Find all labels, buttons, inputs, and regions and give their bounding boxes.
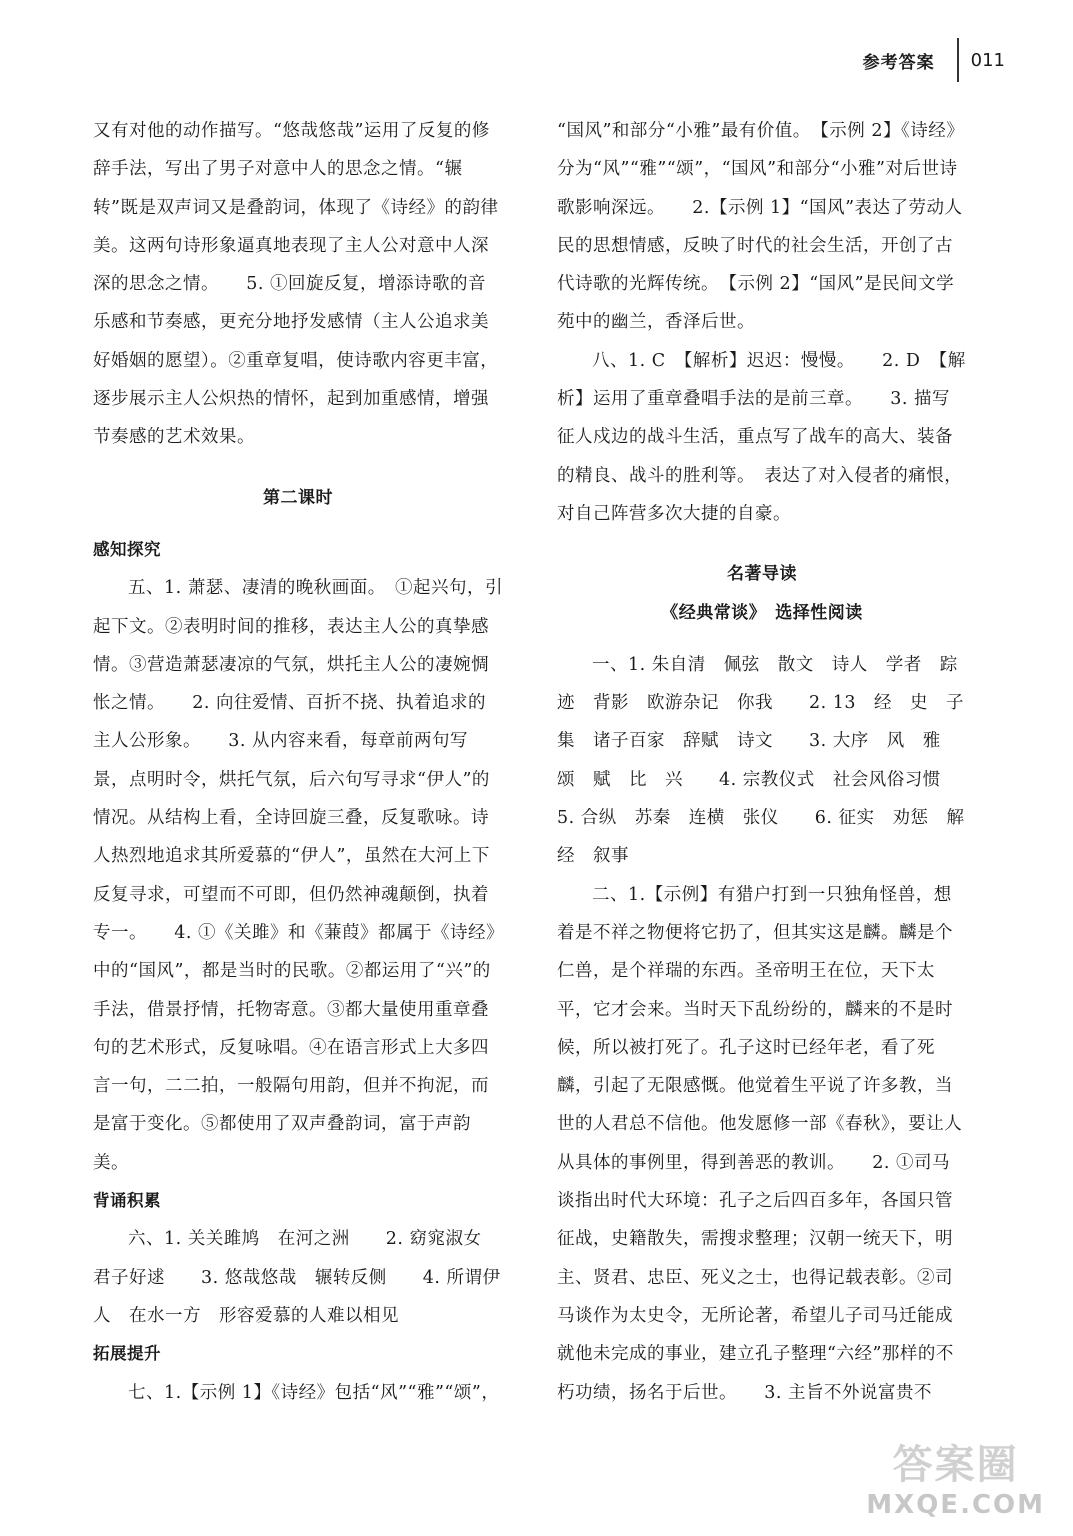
page-number: 011 bbox=[970, 49, 1005, 71]
left-column bbox=[93, 112, 503, 1412]
right-column bbox=[557, 112, 983, 1412]
lesson-heading: 第二课时 bbox=[263, 487, 333, 508]
paragraph: 又有对他的动作描写。“悠哉悠哉”运用了反复的修辞手法，写出了男子对意中人的思念之情。“辗转”既是双声词又是叠韵词，体现了《诗经》的韵律美。这两句诗形象逼真地表现了主人公对意中人深深的思念之情。 5. ①回旋反复，增添诗歌的音乐感和节奏感，更充分地抒发感情（主人公追求美好婚姻的愿望）。②重章复唱，使诗歌内容更丰富，逐步展示主人公炽热的情怀，起到加重感情，增强节奏感的艺术效果。 bbox=[93, 121, 499, 448]
subheading-perceive: 感知探究 bbox=[93, 539, 161, 559]
paragraph: 二、1.【示例】有猎户打到一只独角怪兽，想着是不祥之物便将它扔了，但其实这是麟。麟是个仁兽，是个祥瑞的东西。圣帝明王在位，天下太平，它才会来。当时天下乱纷纷的，麟来的不是时候，所以被打死了。孔子这时已经年老，看了死麟，引起了无限感慨。他觉着生平说了许多教，当世的人君总不信他。他发愿修一部《春秋》，要让人从具体的事例里，得到善恶的教训。 2. ①司马谈指出时代大环境：孔子之后四百多年，各国只管征战，史籍散失，需搜求整理；汉朝一统天下，明主、贤君、忠臣、死义之士，也得记载表彰。②司马谈作为太史令，无所论著，希望儿子司马迁能成就他未完成的事业，建立孔子整理“六经”那样的不朽功绩，扬名于后世。 3. 主旨不外说富贵不 bbox=[557, 884, 963, 1403]
section-title: 参考答案 bbox=[862, 52, 935, 73]
page-header bbox=[863, 40, 1005, 80]
paragraph: “国风”和部分“小雅”最有价值。 【示例 2】《诗经》分为“风”“雅”“颂”，“国风”和部分“小雅”对后世诗歌影响深远。 2.【示例 1】“国风”表达了劳动人民的思想情感，反映了时代的社会生活，开创了古代诗歌的光辉传统。 【示例 2】“国风”是民间文学苑中的幽兰，香泽后世。 bbox=[557, 121, 965, 333]
watermark-url: MXQE.COM bbox=[866, 1490, 1045, 1520]
paragraph: 七、1.【示例 1】《诗经》包括“风”“雅”“颂”， bbox=[128, 1382, 500, 1403]
watermark bbox=[866, 1433, 1045, 1520]
classics-heading: 名著导读 bbox=[727, 564, 797, 585]
paragraph: 五、1. 萧瑟、凄清的晚秋画面。 ①起兴句，引起下文。②表明时间的推移，表达主人公的真挚感情。③营造萧瑟凄凉的气氛，烘托主人公的凄婉惆怅之情。 2. 向往爱情、百折不挠、执着追求的主人公形象。 3. 从内容来看，每章前两句写景，点明时令，烘托气氛，后六句写寻求“伊人”的情况。从结构上看，全诗回旋三叠，反复歌咏。诗人热烈地追求其所爱慕的“伊人”，虽然在大河上下反复寻求，可望而不可即，但仍然神魂颠倒，执着专一。 4. ①《关雎》和《蒹葭》都属于《诗经》中的“国风”，都是当时的民歌。②都运用了“兴”的手法，借景抒情，托物寄意。③都大量使用重章叠句的艺术形式，反复咏唱。④在语言形式上大多四言一句，二二拍，一般隔句用韵，但并不拘泥，而是富于变化。⑤都使用了双声叠韵词，富于声韵美。 bbox=[93, 578, 504, 1173]
subheading-extend: 拓展提升 bbox=[93, 1344, 161, 1364]
paragraph: 八、1. C 【解析】迟迟：慢慢。 2. D 【解析】运用了重章叠唱手法的是前三章。 3. 描写征人戍边的战斗生活，重点写了战车的高大、装备的精良、战斗的胜利等。 表达了对入侵者的痛恨，对自己阵营多次大捷的自豪。 bbox=[557, 350, 966, 524]
paragraph: 六、1. 关关雎鸠 在河之洲 2. 窈窕淑女 君子好逑 3. 悠哉悠哉 辗转反侧 4. 所谓伊人 在水一方 形容爱慕的人难以相见 bbox=[93, 1229, 501, 1326]
book-heading: 《经典常谈》 选择性阅读 bbox=[661, 602, 863, 623]
watermark-logo: 答案圈 bbox=[892, 1442, 1019, 1488]
header-divider bbox=[957, 38, 959, 82]
paragraph: 一、1. 朱自清 佩弦 散文 诗人 学者 踪迹 背影 欧游杂记 你我 2. 13 经 史 子 集 诸子百家 辞赋 诗文 3. 大序 风 雅 颂 赋 比 兴 4. 宗教仪式 社会风俗习惯 5. 合纵 苏秦 连横 张仪 6. 征实 劝惩 解经 叙事 bbox=[557, 654, 983, 867]
subheading-recite: 背诵积累 bbox=[93, 1191, 161, 1211]
